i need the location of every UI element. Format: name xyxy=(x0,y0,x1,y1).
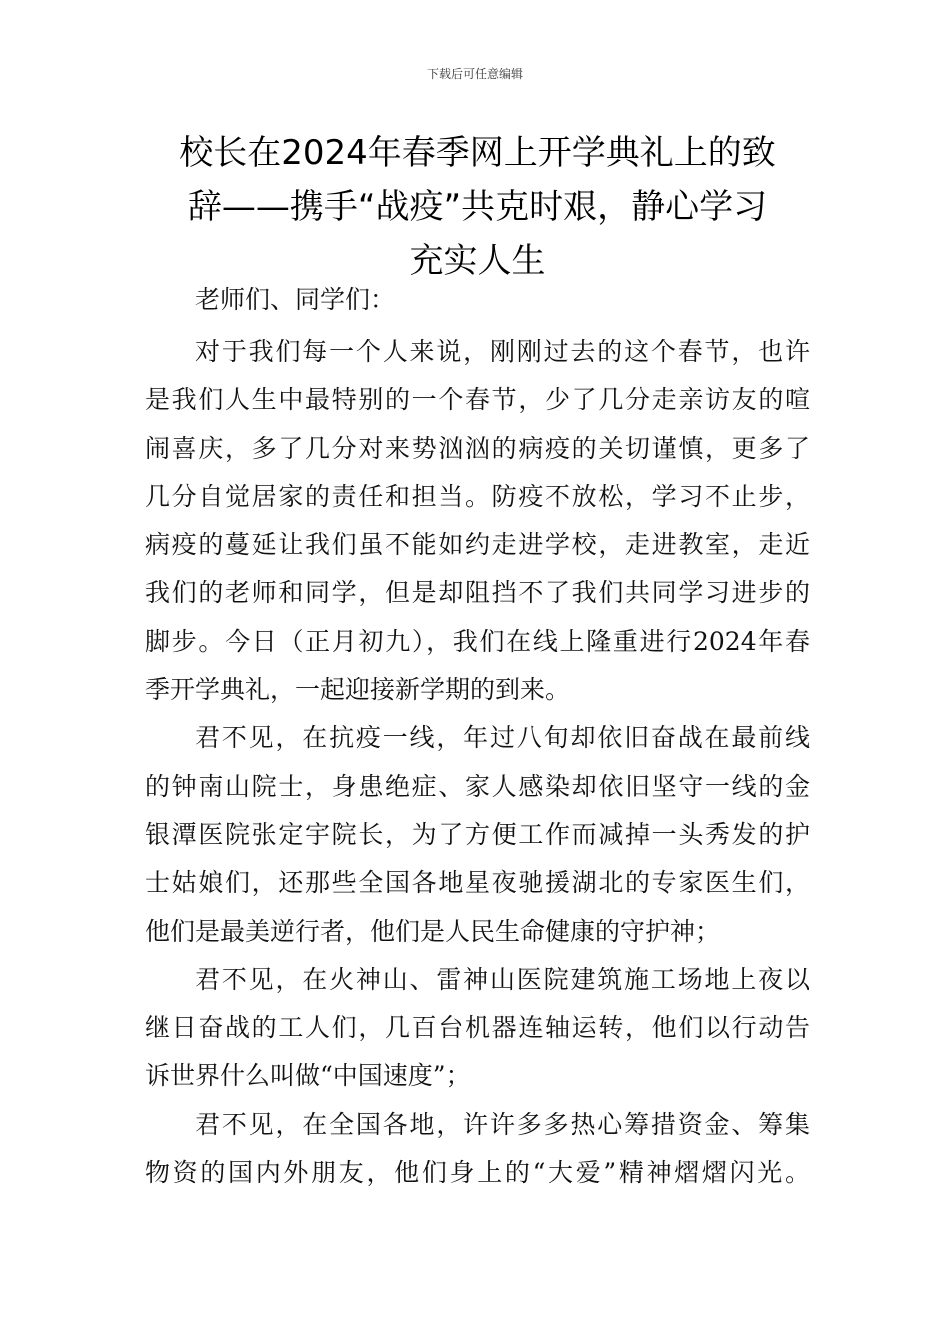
paragraph-line: 我们的老师和同学，但是却阻挡不了我们共同学习进步的 xyxy=(145,578,810,608)
paragraph-line: 诉世界什么叫做“中国速度”； xyxy=(145,1061,471,1091)
paragraph xyxy=(145,956,810,1101)
paragraph-line: 闹喜庆，多了几分对来势汹汹的病疫的关切谨慎，更多了 xyxy=(145,433,810,463)
paragraph xyxy=(145,714,810,955)
paragraph-line: 病疫的蔓延让我们虽不能如约走进学校，走进教室，走近 xyxy=(145,530,810,560)
paragraph-line: 的钟南山院士，身患绝症、家人感染却依旧坚守一线的金 xyxy=(145,771,810,801)
title-line: 校长在2024年春季网上开学典礼上的致 xyxy=(179,133,776,173)
paragraph-line: 君不见，在火神山、雷神山医院建筑施工场地上夜以 xyxy=(195,964,810,994)
document-body xyxy=(145,276,810,1197)
paragraph-line: 继日奋战的工人们，几百台机器连轴运转，他们以行动告 xyxy=(145,1013,810,1043)
paragraph-line: 他们是最美逆行者，他们是人民生命健康的守护神； xyxy=(145,916,721,946)
document-title xyxy=(150,126,805,288)
paragraph-line: 对于我们每一个人来说，刚刚过去的这个春节，也许 xyxy=(195,337,810,366)
header-note: 下载后可任意编辑 xyxy=(426,67,523,81)
paragraph-line: 是我们人生中最特别的一个春节，少了几分走亲访友的喧 xyxy=(145,385,810,415)
paragraph-line: 脚步。今日（正月初九），我们在线上隆重进行2024年春 xyxy=(145,626,810,656)
paragraph-line: 君不见，在抗疫一线，年过八旬却依旧奋战在最前线 xyxy=(195,723,810,753)
paragraph-line: 士姑娘们，还那些全国各地星夜驰援湖北的专家医生们， xyxy=(145,868,810,898)
paragraph-line: 几分自觉居家的责任和担当。防疫不放松，学习不止步， xyxy=(145,481,810,511)
paragraph-line: 物资的国内外朋友，他们身上的“大爱”精神熠熠闪光。 xyxy=(145,1158,810,1188)
paragraph-line: 季开学典礼，一起迎接新学期的到来。 xyxy=(145,675,571,705)
title-line: 辞——携手“战疫”共克时艰，静心学习 xyxy=(187,187,768,227)
title-line: 充实人生 xyxy=(409,241,546,281)
paragraph-line: 君不见，在全国各地，许许多多热心筹措资金、筹集 xyxy=(195,1109,810,1139)
paragraph xyxy=(145,1101,810,1198)
paragraph xyxy=(145,328,810,714)
salutation: 老师们、同学们： xyxy=(195,285,396,314)
paragraph-line: 银潭医院张定宇院长，为了方便工作而减掉一头秀发的护 xyxy=(145,819,810,849)
